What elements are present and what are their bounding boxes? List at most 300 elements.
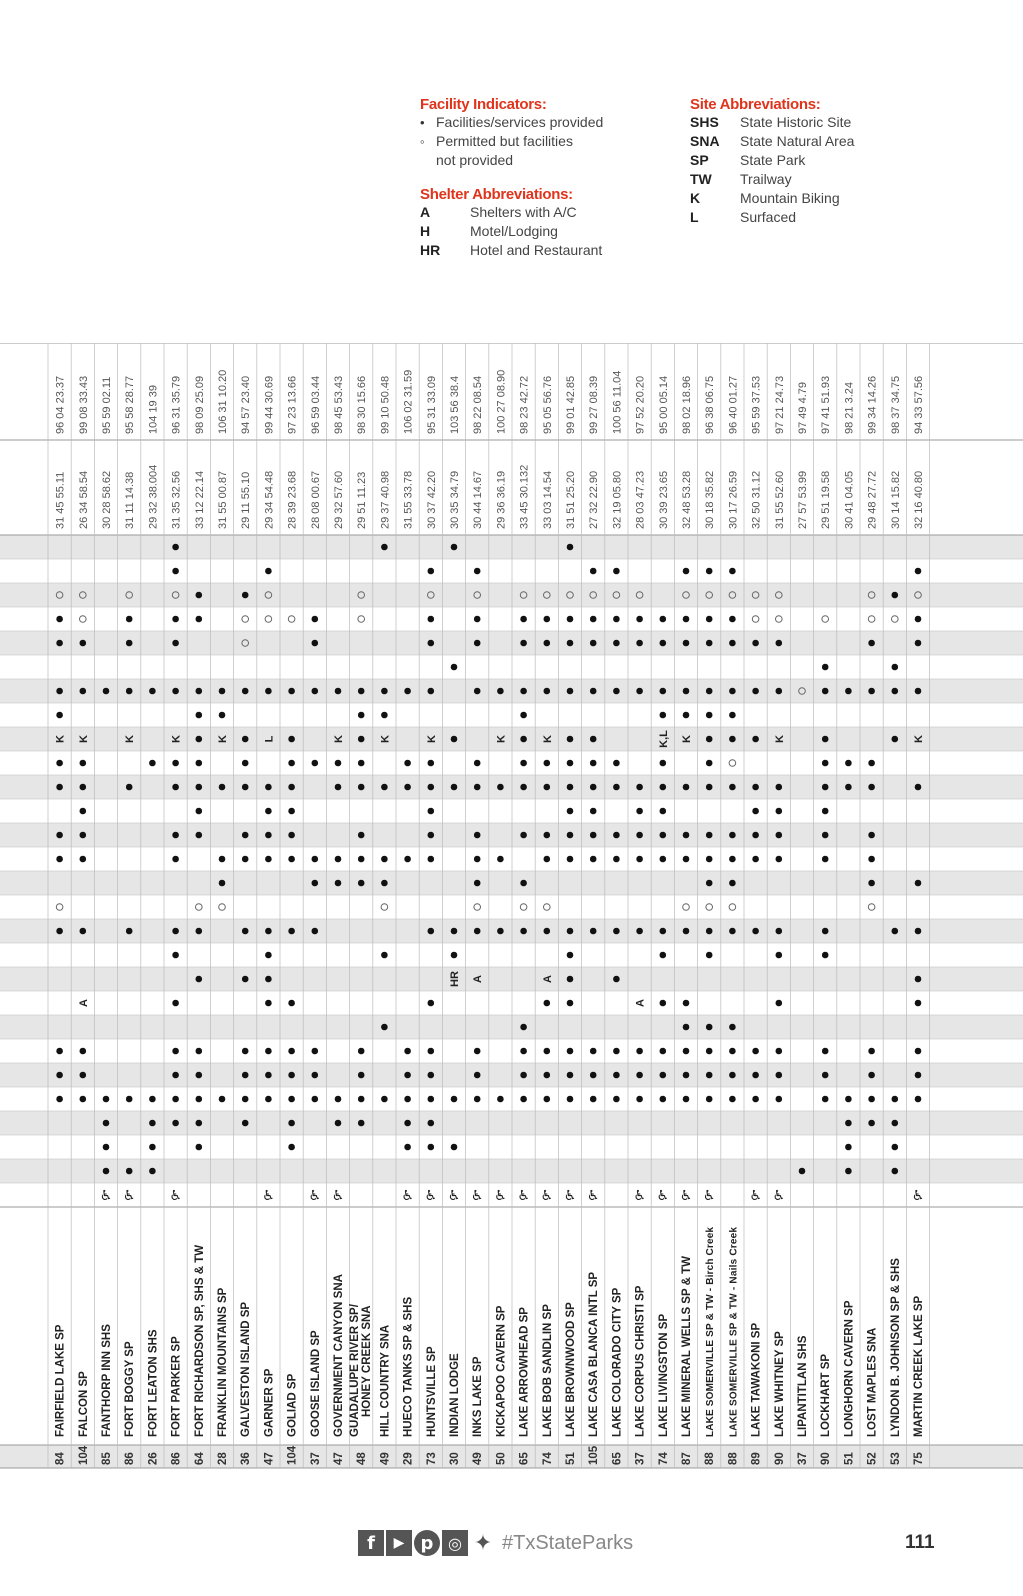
- hashtag-text: #TxStateParks: [502, 1531, 634, 1554]
- facility-provided-dot: [474, 784, 481, 791]
- legend-item: [690, 170, 854, 189]
- facility-provided-dot: [567, 1096, 574, 1103]
- facility-provided-dot: [80, 832, 87, 839]
- accessibility-icon: ♿: [656, 1188, 670, 1204]
- facility-provided-dot: [660, 808, 667, 815]
- facility-provided-dot: [706, 688, 713, 695]
- facility-provided-dot: [242, 784, 249, 791]
- facility-provided-dot: [706, 1024, 713, 1031]
- map-number: 28: [217, 1452, 229, 1465]
- facility-provided-dot: [892, 592, 899, 599]
- facility-provided-dot: [706, 568, 713, 575]
- map-number: 47: [333, 1452, 345, 1465]
- facility-provided-dot: [474, 1048, 481, 1055]
- facility-provided-dot: [567, 688, 574, 695]
- facility-provided-dot: [288, 1144, 295, 1151]
- table-row-stripe: [0, 919, 1023, 943]
- facility-permitted-dot: [265, 616, 272, 623]
- park-name: LAKE BOB SANDLIN SP: [541, 1304, 554, 1437]
- facility-provided-dot: [613, 688, 620, 695]
- longitude-label: 97 23 13.66: [286, 375, 299, 434]
- facility-provided-dot: [683, 856, 690, 863]
- facility-provided-dot: [544, 1000, 551, 1007]
- abbreviation-mark: K: [217, 735, 229, 743]
- legend-text: Permitted but facilities: [436, 133, 573, 149]
- facility-provided-dot: [196, 1120, 203, 1127]
- facility-provided-dot: [358, 856, 365, 863]
- facility-provided-dot: [660, 688, 667, 695]
- park-name: LAKE SOMERVILLE SP & TW - Nails Creek: [728, 1227, 740, 1437]
- longitude-label: 95 58 28.77: [124, 375, 137, 434]
- legend-key: SHS: [690, 114, 719, 130]
- facility-provided-dot: [404, 688, 411, 695]
- facility-provided-dot: [312, 688, 319, 695]
- facility-provided-dot: [358, 760, 365, 767]
- facility-provided-dot: [172, 1072, 179, 1079]
- facility-provided-dot: [660, 784, 667, 791]
- map-number: 86: [124, 1452, 137, 1465]
- facility-provided-dot: [752, 832, 759, 839]
- latitude-label: 28 39 23.68: [286, 470, 299, 529]
- facility-provided-dot: [428, 640, 435, 647]
- facility-provided-dot: [312, 1096, 319, 1103]
- facility-provided-dot: [196, 592, 203, 599]
- facility-provided-dot: [196, 784, 203, 791]
- latitude-label: 29 37 40.98: [379, 470, 392, 529]
- facility-provided-dot: [196, 736, 203, 743]
- map-number: 85: [101, 1452, 113, 1465]
- facility-provided-dot: [265, 688, 272, 695]
- facility-provided-dot: [822, 832, 829, 839]
- latitude-label: 29 32 57.60: [333, 470, 345, 529]
- park-name: FORT LEATON SHS: [147, 1329, 160, 1437]
- latitude-label: 29 51 19.58: [820, 470, 833, 529]
- facility-provided-dot: [126, 784, 133, 791]
- site-legend: [690, 96, 854, 227]
- facility-provided-dot: [172, 760, 179, 767]
- facility-provided-dot: [497, 856, 504, 863]
- longitude-label: 103 56 38.4: [449, 375, 461, 434]
- facility-provided-dot: [288, 928, 295, 935]
- abbreviation-mark: K: [541, 735, 554, 743]
- facility-provided-dot: [729, 1024, 736, 1031]
- facility-provided-dot: [706, 832, 713, 839]
- latitude-label: 28 08 00.67: [309, 470, 322, 529]
- latitude-label: 28 03 47.23: [634, 470, 647, 529]
- facility-provided-dot: [892, 736, 899, 743]
- accessibility-icon: ♿: [401, 1188, 414, 1204]
- facility-provided-dot: [242, 760, 249, 767]
- facility-provided-dot: [660, 952, 667, 959]
- park-name: LAKE COLORADO CITY SP: [611, 1287, 624, 1437]
- facility-provided-dot: [288, 1048, 295, 1055]
- facility-provided-dot: [265, 568, 272, 575]
- facility-provided-dot: [56, 688, 63, 695]
- longitude-label: 94 33 57.56: [913, 375, 925, 434]
- facility-provided-dot: [636, 1048, 643, 1055]
- facility-provided-dot: [520, 880, 527, 887]
- facility-provided-dot: [683, 616, 690, 623]
- facility-provided-dot: [915, 1000, 922, 1007]
- facility-provided-dot: [242, 1072, 249, 1079]
- legend-item: [420, 241, 603, 260]
- facility-provided-dot: [451, 544, 458, 551]
- facility-provided-dot: [265, 1096, 272, 1103]
- facility-provided-dot: [242, 1120, 249, 1127]
- legend-item: [690, 132, 854, 151]
- map-number: 105: [588, 1445, 601, 1465]
- facility-provided-dot: [544, 928, 551, 935]
- facility-provided-dot: [219, 712, 226, 719]
- facility-provided-dot: [404, 856, 411, 863]
- abbreviation-mark: HR: [449, 971, 461, 987]
- facility-provided-dot: [312, 1048, 319, 1055]
- facility-provided-dot: [706, 784, 713, 791]
- facility-provided-dot: [196, 1144, 203, 1151]
- facility-provided-dot: [428, 1120, 435, 1127]
- facility-permitted-dot: [219, 904, 226, 911]
- longitude-label: 98 30 15.66: [356, 375, 369, 434]
- facility-provided-dot: [706, 1048, 713, 1055]
- abbreviation-mark: K: [681, 735, 693, 743]
- facility-provided-dot: [729, 616, 736, 623]
- facility-provided-dot: [752, 808, 759, 815]
- longitude-label: 97 21 24.73: [773, 375, 786, 434]
- facility-provided-dot: [358, 1048, 365, 1055]
- accessibility-icon: ♿: [169, 1188, 182, 1204]
- facility-provided-dot: [636, 928, 643, 935]
- park-name: GOLIAD SP: [286, 1373, 299, 1437]
- facility-provided-dot: [381, 880, 388, 887]
- facility-provided-dot: [776, 784, 783, 791]
- facility-provided-dot: [80, 1072, 87, 1079]
- map-number: 29: [402, 1452, 415, 1465]
- facility-provided-dot: [752, 856, 759, 863]
- map-number: 48: [356, 1452, 369, 1465]
- park-name: HUNTSVILLE SP: [425, 1346, 438, 1437]
- facility-provided-dot: [80, 1096, 87, 1103]
- facility-provided-dot: [474, 688, 481, 695]
- latitude-label: 30 14 15.82: [889, 470, 902, 529]
- parks-facility-table: [0, 343, 1023, 1493]
- facility-provided-dot: [451, 928, 458, 935]
- facility-provided-dot: [126, 928, 133, 935]
- facility-permitted-dot: [868, 616, 875, 623]
- legend-key: •: [420, 115, 425, 130]
- longitude-label: 95 31 33.09: [425, 375, 438, 434]
- facility-provided-dot: [103, 1168, 110, 1175]
- park-name: LAKE CORPUS CHRISTI SP: [634, 1285, 647, 1437]
- abbreviation-mark: L: [263, 735, 276, 743]
- latitude-label: 31 11 14.38: [124, 471, 137, 529]
- park-name: FRANKLIN MOUNTAINS SP: [217, 1287, 229, 1437]
- facility-provided-dot: [776, 1072, 783, 1079]
- legend-key: HR: [420, 242, 441, 258]
- facility-provided-dot: [915, 1048, 922, 1055]
- facility-provided-dot: [56, 784, 63, 791]
- facility-provided-dot: [497, 688, 504, 695]
- longitude-label: 100 27 08.90: [495, 369, 508, 434]
- facility-provided-dot: [590, 568, 597, 575]
- facility-provided-dot: [172, 640, 179, 647]
- facility-provided-dot: [544, 1096, 551, 1103]
- facility-provided-dot: [219, 880, 226, 887]
- facility-provided-dot: [288, 736, 295, 743]
- longitude-label: 98 02 18.96: [681, 375, 693, 434]
- table-row-stripe: [0, 535, 1023, 559]
- latitude-label: 31 35 32.56: [170, 470, 183, 529]
- facility-provided-dot: [242, 736, 249, 743]
- facility-permitted-dot: [729, 760, 736, 767]
- map-number: 104: [286, 1445, 299, 1465]
- facility-provided-dot: [752, 1096, 759, 1103]
- facility-provided-dot: [172, 616, 179, 623]
- facility-provided-dot: [80, 640, 87, 647]
- facility-provided-dot: [56, 760, 63, 767]
- map-number: 87: [681, 1452, 693, 1465]
- facility-provided-dot: [590, 784, 597, 791]
- legend-key: SP: [690, 152, 709, 168]
- facility-provided-dot: [752, 1072, 759, 1079]
- map-number: 86: [170, 1452, 183, 1465]
- accessibility-icon: ♿: [679, 1188, 693, 1204]
- facility-provided-dot: [312, 640, 319, 647]
- facility-provided-dot: [683, 832, 690, 839]
- latitude-label: 33 03 14.54: [541, 470, 554, 529]
- facility-provided-dot: [660, 928, 667, 935]
- park-name: LOCKHART SP: [820, 1353, 833, 1437]
- facility-provided-dot: [172, 784, 179, 791]
- abbreviation-mark: K,L: [657, 730, 670, 748]
- facility-provided-dot: [590, 1072, 597, 1079]
- facility-provided-dot: [868, 784, 875, 791]
- facility-provided-dot: [567, 952, 574, 959]
- facility-provided-dot: [845, 784, 852, 791]
- longitude-label: 98 45 53.43: [333, 375, 345, 434]
- facility-permitted-dot: [729, 904, 736, 911]
- facility-provided-dot: [567, 1048, 574, 1055]
- facility-provided-dot: [497, 1096, 504, 1103]
- facility-provided-dot: [776, 832, 783, 839]
- park-name: FORT BOGGY SP: [124, 1341, 137, 1437]
- facility-provided-dot: [845, 760, 852, 767]
- latitude-label: 33 45 30.132: [518, 464, 531, 529]
- facility-provided-dot: [868, 1048, 875, 1055]
- facility-provided-dot: [381, 688, 388, 695]
- facility-provided-dot: [729, 736, 736, 743]
- facility-provided-dot: [428, 1096, 435, 1103]
- facility-provided-dot: [196, 832, 203, 839]
- facility-provided-dot: [404, 784, 411, 791]
- facility-provided-dot: [497, 784, 504, 791]
- longitude-label: 99 34 14.26: [866, 375, 879, 434]
- facility-provided-dot: [683, 1024, 690, 1031]
- facility-provided-dot: [103, 1120, 110, 1127]
- latitude-label: 30 37 42.20: [425, 470, 438, 529]
- facility-provided-dot: [729, 568, 736, 575]
- latitude-label: 31 55 52.60: [773, 470, 786, 529]
- latitude-label: 31 55 33.78: [402, 470, 415, 529]
- facility-provided-dot: [428, 784, 435, 791]
- facility-provided-dot: [868, 1096, 875, 1103]
- facility-provided-dot: [358, 832, 365, 839]
- facility-provided-dot: [149, 1096, 156, 1103]
- park-name: FALCON SP: [77, 1371, 90, 1437]
- facility-provided-dot: [265, 928, 272, 935]
- park-name: GALVESTON ISLAND SP: [240, 1301, 253, 1437]
- accessibility-icon: ♿: [540, 1188, 554, 1204]
- facility-provided-dot: [706, 928, 713, 935]
- facility-permitted-dot: [358, 616, 365, 623]
- facility-provided-dot: [358, 712, 365, 719]
- facility-provided-dot: [56, 616, 63, 623]
- abbreviation-mark: A: [77, 999, 90, 1007]
- facility-provided-dot: [265, 784, 272, 791]
- map-number: 89: [750, 1452, 763, 1465]
- facility-provided-dot: [288, 808, 295, 815]
- facility-provided-dot: [868, 1072, 875, 1079]
- facility-provided-dot: [428, 832, 435, 839]
- latitude-label: 29 51 11.23: [356, 471, 369, 529]
- facility-provided-dot: [567, 616, 574, 623]
- facility-provided-dot: [636, 1096, 643, 1103]
- latitude-label: 32 50 31.12: [750, 470, 763, 529]
- park-name: KICKAPOO CAVERN SP: [495, 1305, 508, 1437]
- longitude-label: 98 09 25.09: [193, 375, 206, 434]
- facility-provided-dot: [590, 640, 597, 647]
- facility-provided-dot: [660, 832, 667, 839]
- facility-provided-dot: [428, 1000, 435, 1007]
- facility-provided-dot: [892, 928, 899, 935]
- facility-provided-dot: [196, 976, 203, 983]
- map-number: 88: [727, 1452, 740, 1465]
- facility-provided-dot: [80, 688, 87, 695]
- facility-provided-dot: [474, 832, 481, 839]
- legend-item: [690, 189, 854, 208]
- park-name: FANTHORP INN SHS: [101, 1324, 113, 1437]
- map-number: 37: [309, 1452, 322, 1465]
- facility-provided-dot: [544, 616, 551, 623]
- facility-provided-dot: [451, 1144, 458, 1151]
- facility-provided-dot: [567, 736, 574, 743]
- facility-permitted-dot: [892, 616, 899, 623]
- latitude-label: 31 55 00.87: [217, 470, 229, 529]
- abbreviation-mark: K: [333, 735, 345, 743]
- map-number: 26: [147, 1452, 160, 1465]
- facility-provided-dot: [636, 688, 643, 695]
- facility-provided-dot: [265, 832, 272, 839]
- facility-provided-dot: [56, 640, 63, 647]
- legend-item: [420, 151, 603, 170]
- facility-provided-dot: [428, 928, 435, 935]
- facility-provided-dot: [613, 784, 620, 791]
- latitude-label: 30 39 23.65: [657, 470, 670, 529]
- facility-provided-dot: [613, 832, 620, 839]
- facility-provided-dot: [312, 880, 319, 887]
- facility-provided-dot: [567, 544, 574, 551]
- facility-provided-dot: [613, 760, 620, 767]
- facility-provided-dot: [288, 856, 295, 863]
- park-name: LONGHORN CAVERN SP: [843, 1300, 856, 1437]
- facility-provided-dot: [520, 928, 527, 935]
- facility-provided-dot: [219, 1096, 226, 1103]
- facility-provided-dot: [660, 856, 667, 863]
- facility-provided-dot: [915, 1096, 922, 1103]
- facility-provided-dot: [729, 688, 736, 695]
- facility-provided-dot: [56, 856, 63, 863]
- site-legend-title: Site Abbreviations:: [690, 96, 821, 113]
- facility-provided-dot: [868, 640, 875, 647]
- facility-provided-dot: [544, 856, 551, 863]
- instagram-icon[interactable]: ◎: [442, 1530, 468, 1556]
- legend-key: [420, 151, 436, 170]
- park-name: LAKE SOMERVILLE SP & TW - Birch Creek: [705, 1227, 717, 1437]
- facility-provided-dot: [892, 1120, 899, 1127]
- longitude-label: 98 21 3.24: [843, 382, 856, 434]
- twitter-icon[interactable]: ✦: [473, 1530, 493, 1556]
- legend-text: Mountain Biking: [740, 190, 840, 206]
- legend-key: TW: [690, 171, 712, 187]
- legend-item: [420, 132, 603, 151]
- facility-permitted-dot: [80, 616, 87, 623]
- facility-provided-dot: [80, 1048, 87, 1055]
- facebook-icon[interactable]: f: [358, 1530, 384, 1556]
- accessibility-icon: ♿: [772, 1188, 786, 1204]
- map-number: 74: [541, 1452, 554, 1465]
- facility-provided-dot: [381, 952, 388, 959]
- park-name: LOST MAPLES SNA: [866, 1327, 879, 1437]
- youtube-icon[interactable]: ▶: [386, 1530, 412, 1556]
- longitude-label: 99 08 33.43: [77, 375, 90, 434]
- facility-permitted-dot: [683, 904, 690, 911]
- facility-provided-dot: [126, 1168, 133, 1175]
- facility-provided-dot: [474, 616, 481, 623]
- facility-provided-dot: [660, 640, 667, 647]
- facility-provided-dot: [288, 1000, 295, 1007]
- park-name: LAKE BROWNWOOD SP: [565, 1302, 577, 1437]
- facility-provided-dot: [103, 688, 110, 695]
- facility-permitted-dot: [544, 904, 551, 911]
- facility-provided-dot: [613, 976, 620, 983]
- park-name: LIPANTITLAN SHS: [797, 1335, 809, 1437]
- facility-provided-dot: [544, 1048, 551, 1055]
- facility-legend: [420, 96, 603, 260]
- facility-provided-dot: [845, 1144, 852, 1151]
- abbreviation-mark: A: [472, 975, 485, 983]
- facility-permitted-dot: [288, 616, 295, 623]
- facility-provided-dot: [660, 1048, 667, 1055]
- map-number: 37: [634, 1452, 647, 1465]
- map-number: 65: [518, 1452, 531, 1465]
- legend-key: SNA: [690, 133, 720, 149]
- legend-text: State Natural Area: [740, 133, 855, 149]
- facility-provided-dot: [729, 784, 736, 791]
- latitude-label: 32 48 53.28: [681, 470, 693, 529]
- latitude-label: 31 51 25.20: [565, 470, 577, 529]
- longitude-label: 104 19 39: [147, 385, 160, 434]
- facility-provided-dot: [335, 856, 342, 863]
- facility-provided-dot: [845, 1168, 852, 1175]
- abbreviation-mark: K: [379, 735, 392, 743]
- facility-provided-dot: [172, 568, 179, 575]
- facility-provided-dot: [520, 1024, 527, 1031]
- longitude-label: 95 59 02.11: [101, 376, 113, 434]
- pinterest-icon[interactable]: p: [414, 1530, 440, 1556]
- facility-provided-dot: [613, 1048, 620, 1055]
- latitude-label: 29 32 38.004: [147, 464, 160, 529]
- facility-provided-dot: [126, 688, 133, 695]
- facility-provided-dot: [544, 1072, 551, 1079]
